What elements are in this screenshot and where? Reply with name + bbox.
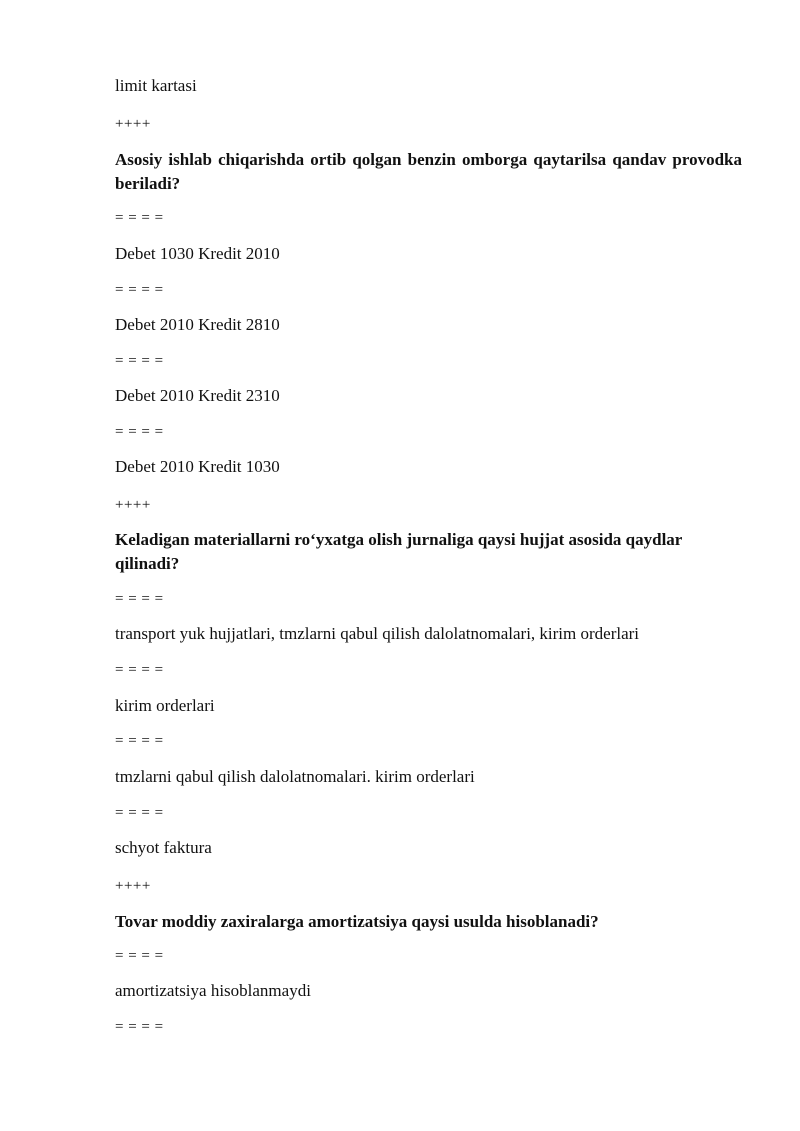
answer-text: Debet 2010 Kredit 2810 xyxy=(115,315,280,334)
answer-separator: = = = = xyxy=(115,805,164,821)
answer-separator: = = = = xyxy=(115,733,164,749)
answer-text: transport yuk hujjatlari, tmzlarni qabul qilish dalolatnomalari, kirim orderlari xyxy=(115,624,640,643)
answer-text: amortizatsiya hisoblanmaydi xyxy=(115,981,311,1000)
answer-text: Debet 1030 Kredit 2010 xyxy=(115,244,280,263)
answer-text: kirim orderlari xyxy=(115,696,215,715)
answer-separator: = = = = xyxy=(115,353,164,369)
answer-separator: = = = = xyxy=(115,424,164,440)
question-separator: ++++ xyxy=(115,116,151,132)
answer-separator: = = = = xyxy=(115,948,164,964)
answer-separator: = = = = xyxy=(115,662,164,678)
answer-text: schyot faktura xyxy=(115,838,212,857)
question-separator: ++++ xyxy=(115,878,151,894)
answer-text: Debet 2010 Kredit 2310 xyxy=(115,386,280,405)
question-text: Keladigan materiallarni ro‘yxatga olish jurnaliga qaysi hujjat asosida qaydlar qilinadi? xyxy=(115,530,683,573)
question-separator: ++++ xyxy=(115,497,151,513)
answer-text: Debet 2010 Kredit 1030 xyxy=(115,457,280,476)
question-text: Tovar moddiy zaxiralarga amortizatsiya qaysi usulda hisoblanadi? xyxy=(115,912,599,931)
question-text: Asosiy ishlab chiqarishda ortib qolgan benzin omborga qaytarilsa qandav provodka beriladi? xyxy=(115,150,742,193)
answer-separator: = = = = xyxy=(115,1019,164,1035)
answer-separator: = = = = xyxy=(115,591,164,607)
answer-separator: = = = = xyxy=(115,210,164,226)
answer-separator: = = = = xyxy=(115,282,164,298)
answer-text: tmzlarni qabul qilish dalolatnomalari. kirim orderlari xyxy=(115,767,475,786)
answer-text: limit kartasi xyxy=(115,76,197,95)
